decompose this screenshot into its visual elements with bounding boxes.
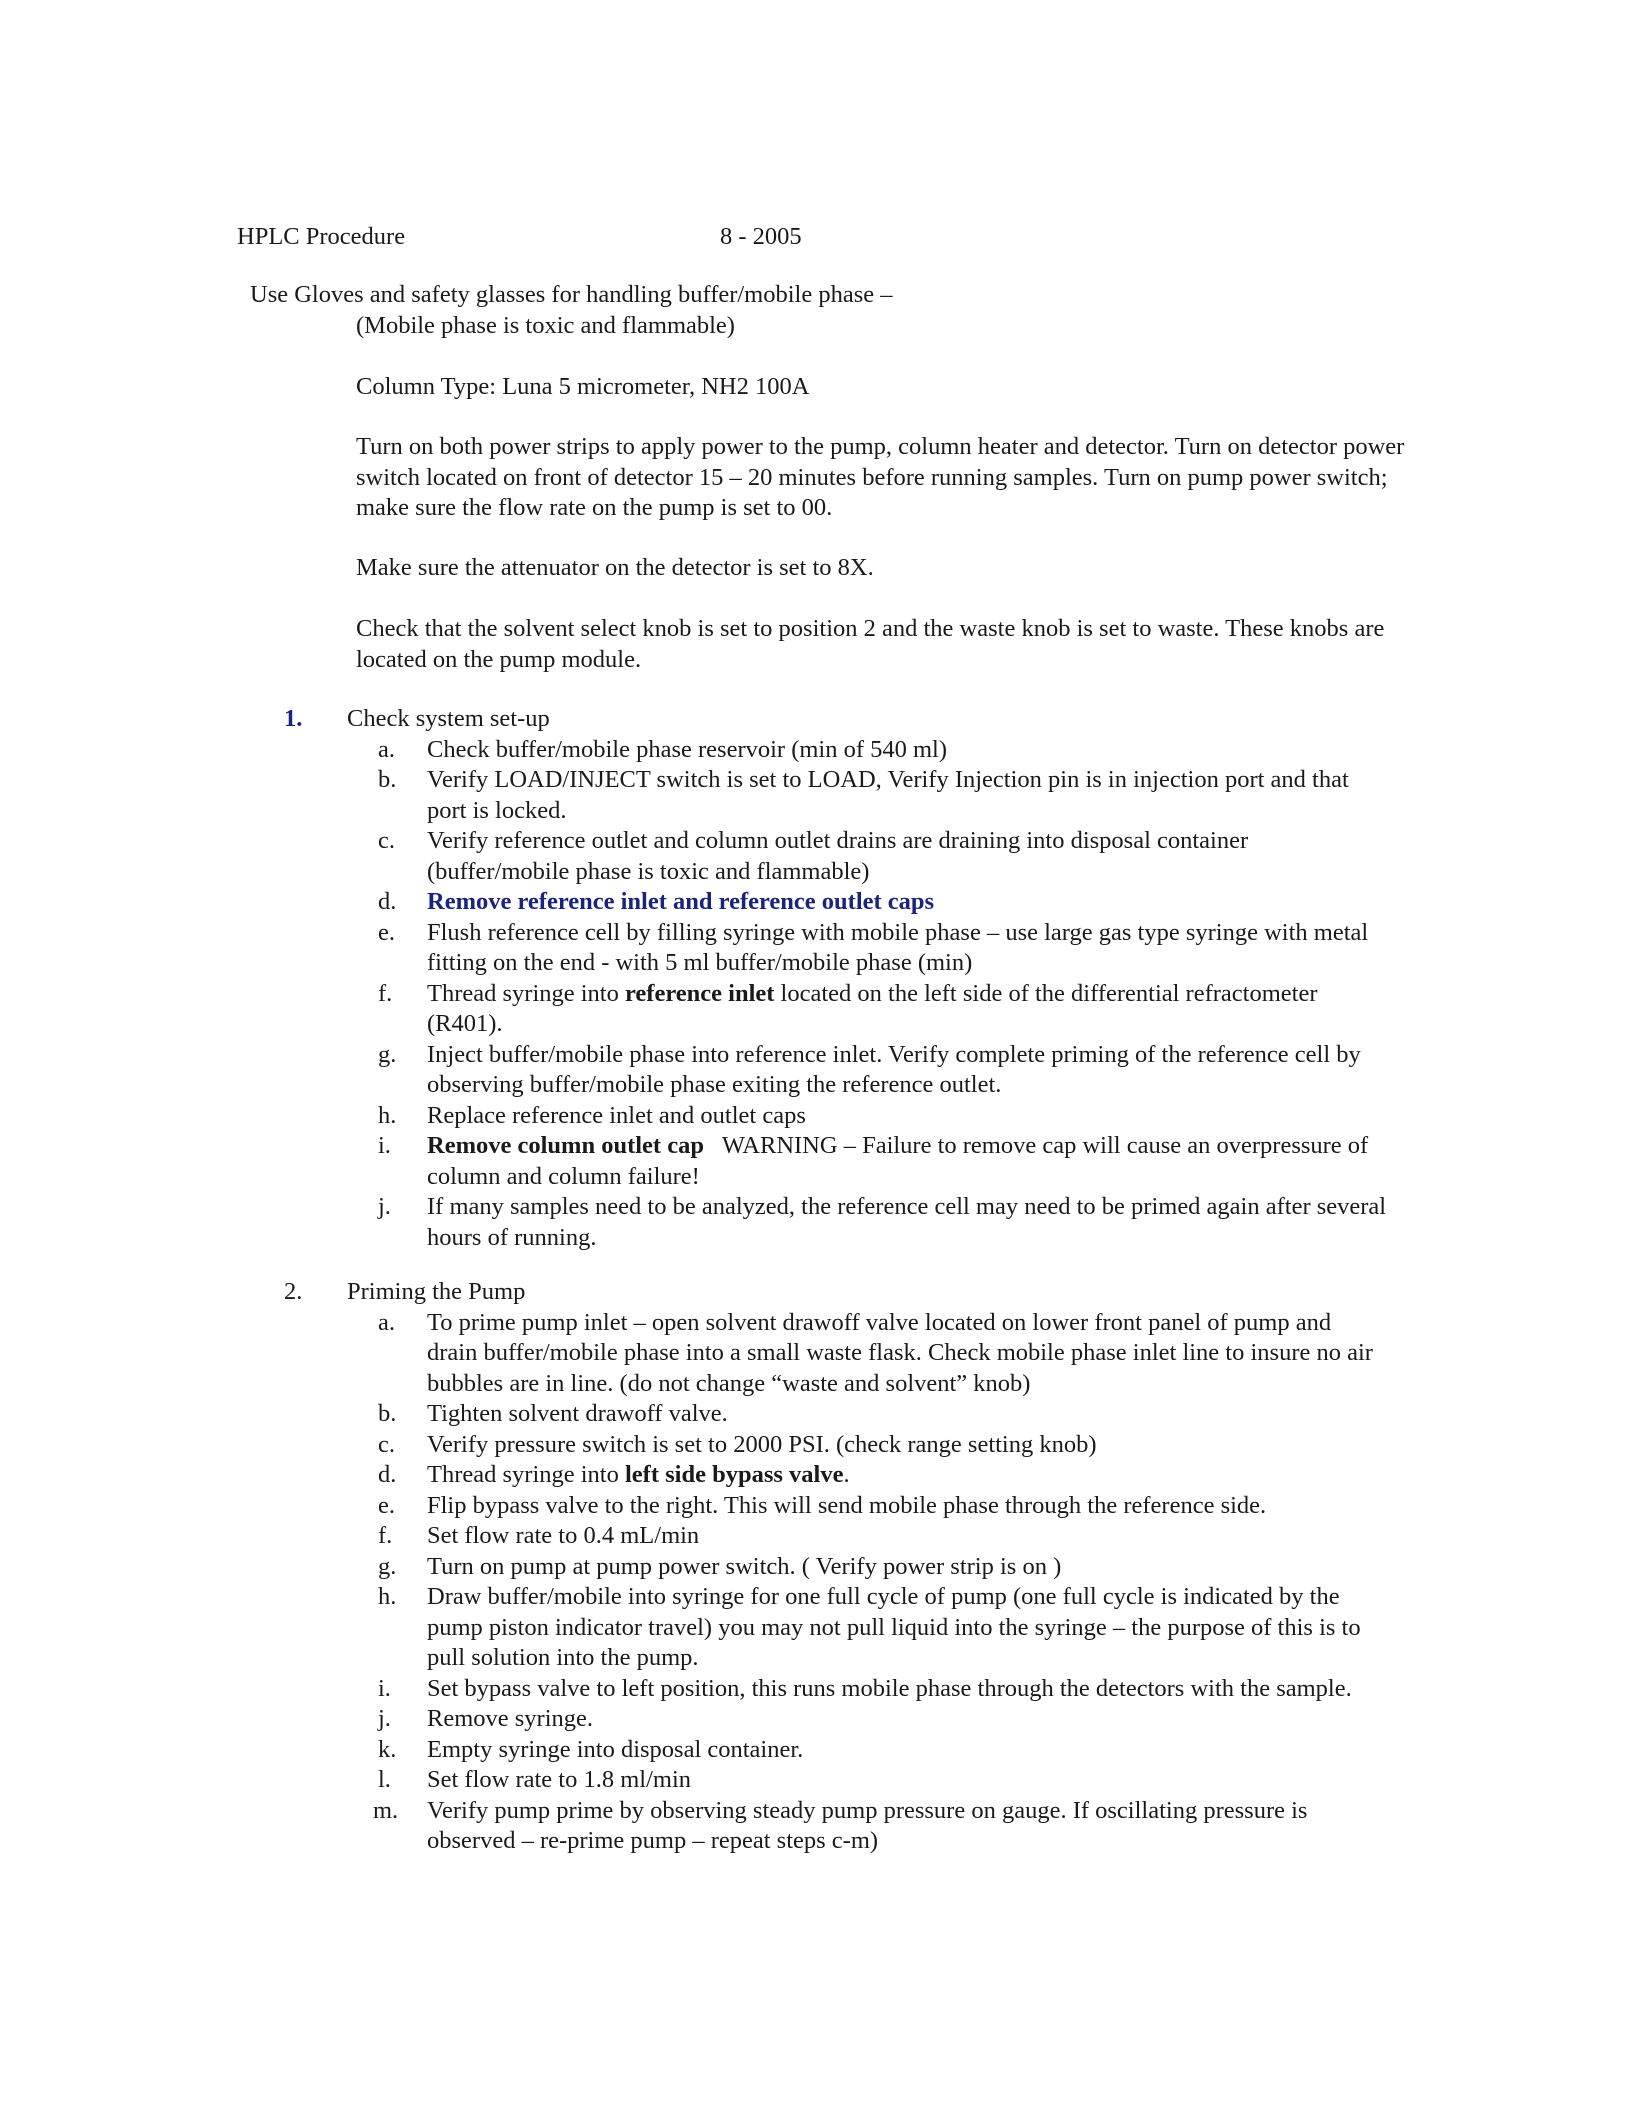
list-item: [0, 1101, 1640, 1132]
step-text: Flip bypass valve to the right. This will send mobile phase through the reference side.: [427, 1491, 1267, 1519]
section-title: Priming the Pump: [347, 1278, 526, 1305]
list-item: [0, 1552, 1640, 1583]
step-label: e.: [378, 1491, 395, 1519]
step-label: h.: [378, 1101, 397, 1129]
step-label: m.: [373, 1796, 399, 1824]
step-label: f.: [378, 1522, 393, 1549]
step-label: j.: [378, 1705, 391, 1732]
list-item: [0, 1521, 1640, 1552]
step-label: a.: [378, 735, 395, 763]
step-text: [427, 979, 1387, 1040]
step-label: e.: [378, 918, 395, 946]
list-item: [0, 1460, 1640, 1491]
step-label: d.: [378, 888, 397, 915]
step-text-part: WARNING – Failure to remove cap will cause an overpressure of column and column failure!: [427, 1132, 1375, 1190]
list-item: [0, 979, 1640, 1040]
step-text-part: .: [843, 1461, 850, 1488]
step-label: a.: [378, 1308, 395, 1336]
list-item: [0, 1491, 1640, 1522]
step-text-bold: Remove column outlet cap: [427, 1132, 704, 1159]
list-item: [0, 1796, 1640, 1857]
list-item: [0, 1674, 1640, 1705]
attenuator-instruction: Make sure the attenuator on the detector is set to 8X.: [356, 554, 874, 581]
step-text: Verify pressure switch is set to 2000 PSI. (check range setting knob): [427, 1430, 1097, 1458]
list-item: [0, 1582, 1640, 1674]
step-text-part: Thread syringe into: [427, 979, 625, 1007]
document-date: 8 - 2005: [720, 223, 802, 250]
step-label: h.: [378, 1583, 397, 1610]
step-text: Empty syringe into disposal container.: [427, 1735, 804, 1763]
step-text: Tighten solvent drawoff valve.: [427, 1400, 728, 1427]
step-label: k.: [378, 1735, 397, 1763]
list-item: [0, 887, 1640, 918]
step-text: [427, 1131, 1387, 1192]
step-text: To prime pump inlet – open solvent drawoff valve located on lower front panel of pump and drain buffer/mobile phase into a small waste flask. Check mobile phase inlet line to insure no air bubbles are in line. (do not change “waste and solvent” knob): [427, 1308, 1373, 1397]
step-text-part: located on the left side of the differential refractometer (R401).: [427, 979, 1318, 1037]
step-list: [0, 1308, 1640, 1857]
step-label: l.: [378, 1766, 391, 1793]
section-title: Check system set-up: [347, 705, 550, 732]
list-item: [0, 1308, 1640, 1400]
column-type: Column Type: Luna 5 micrometer, NH2 100A: [356, 373, 810, 400]
step-text: Verify LOAD/INJECT switch is set to LOAD, Verify Injection pin is in injection port and that port is locked.: [427, 766, 1349, 824]
step-text: If many samples need to be analyzed, the reference cell may need to be primed again after several hours of running.: [427, 1193, 1387, 1251]
list-item: [0, 826, 1640, 887]
list-item: [0, 1192, 1640, 1253]
knob-instruction: Check that the solvent select knob is set to position 2 and the waste knob is set to waste. These knobs are located on the pump module.: [356, 615, 1385, 673]
step-text: [427, 1460, 1387, 1491]
document-title: HPLC Procedure: [237, 223, 406, 250]
step-label: j.: [378, 1193, 391, 1220]
step-text: Draw buffer/mobile into syringe for one full cycle of pump (one full cycle is indicated by the pump piston indicator travel) you may not pull liquid into the syringe – the purpose of this is to pull solution into the pump.: [427, 1583, 1361, 1671]
step-label: f.: [378, 979, 393, 1007]
step-text-highlighted: Remove reference inlet and reference outlet caps: [427, 888, 935, 915]
step-text: Flush reference cell by filling syringe with mobile phase – use large gas type syringe with metal fitting on the end - with 5 ml buffer/mobile phase (min): [427, 918, 1369, 976]
step-label: g.: [378, 1552, 397, 1580]
list-item: [0, 1430, 1640, 1461]
step-text: Verify pump prime by observing steady pump pressure on gauge. If oscillating pressure is observed – re-prime pump – repeat steps c-m): [427, 1796, 1308, 1854]
step-text-bold: reference inlet: [625, 979, 775, 1007]
step-text: Set bypass valve to left position, this runs mobile phase through the detectors with the sample.: [427, 1674, 1352, 1702]
step-label: c.: [378, 827, 395, 854]
list-item: [0, 1040, 1640, 1101]
step-text: Check buffer/mobile phase reservoir (min of 540 ml): [427, 735, 948, 763]
step-label: i.: [378, 1132, 391, 1159]
step-label: i.: [378, 1674, 391, 1702]
step-text: Set flow rate to 1.8 ml/min: [427, 1766, 692, 1793]
safety-warning-note: (Mobile phase is toxic and flammable): [356, 312, 735, 339]
step-list: [0, 735, 1640, 1254]
list-item: [0, 1399, 1640, 1430]
step-text: Remove syringe.: [427, 1705, 594, 1732]
step-text: Replace reference inlet and outlet caps: [427, 1101, 806, 1129]
list-item: [0, 918, 1640, 979]
list-item: [0, 1765, 1640, 1796]
safety-warning: Use Gloves and safety glasses for handling buffer/mobile phase –: [250, 281, 893, 308]
step-text-part: Thread syringe into: [427, 1461, 625, 1488]
step-label: b.: [378, 766, 397, 793]
step-text: Set flow rate to 0.4 mL/min: [427, 1522, 700, 1549]
step-text: Turn on pump at pump power switch. ( Verify power strip is on ): [427, 1552, 1062, 1580]
step-text-bold: left side bypass valve: [625, 1461, 844, 1488]
power-instructions: Turn on both power strips to apply power to the pump, column heater and detector. Turn on detector power switch located on front of detector 15 – 20 minutes before running samples. Turn on pump power switch; make sure the flow rate on the pump is set to 00.: [356, 433, 1405, 521]
section-number: 1.: [284, 705, 303, 732]
list-item: [0, 1704, 1640, 1735]
list-item: [0, 1131, 1640, 1192]
section-number: 2.: [284, 1278, 303, 1305]
step-text: Inject buffer/mobile phase into reference inlet. Verify complete priming of the reference cell by observing buffer/mobile phase exiting the reference outlet.: [427, 1040, 1361, 1098]
step-label: c.: [378, 1430, 395, 1458]
step-label: b.: [378, 1400, 397, 1427]
step-text: Verify reference outlet and column outlet drains are draining into disposal container (buffer/mobile phase is toxic and flammable): [427, 827, 1249, 885]
list-item: [0, 765, 1640, 826]
step-label: g.: [378, 1040, 397, 1068]
step-label: d.: [378, 1461, 397, 1488]
list-item: [0, 1735, 1640, 1766]
list-item: [0, 735, 1640, 766]
